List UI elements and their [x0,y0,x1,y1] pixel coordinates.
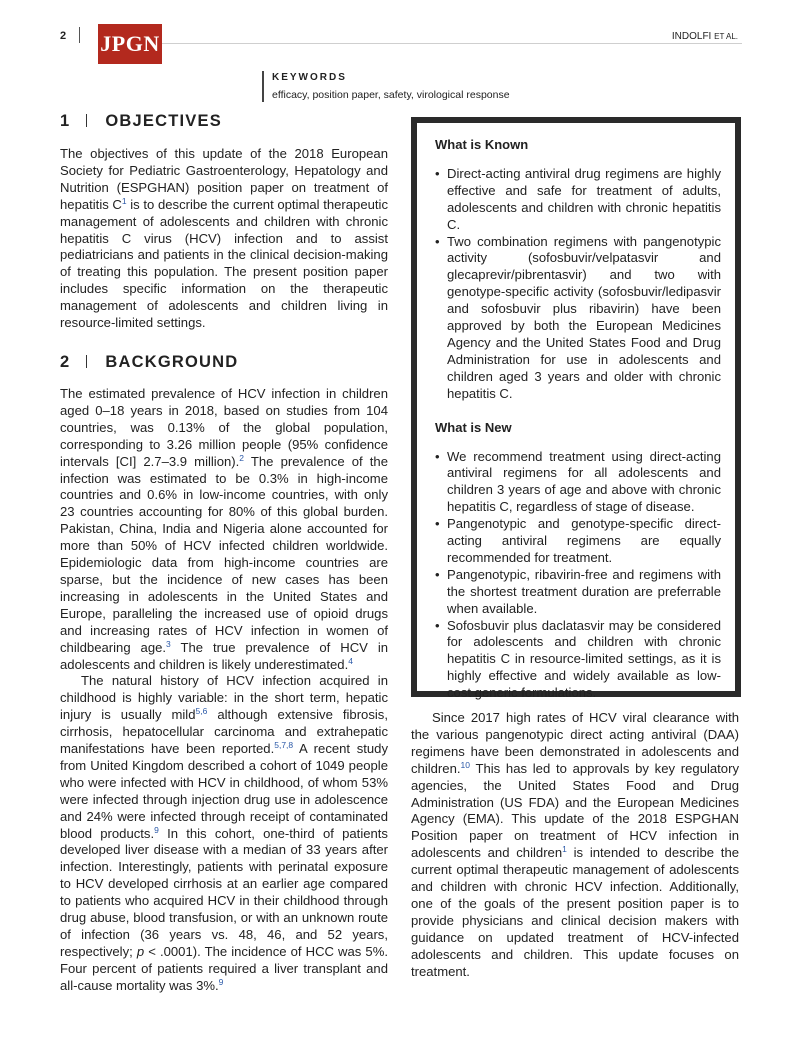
right-column-text [411,710,739,981]
section-number: 2 [60,353,71,371]
citation-link[interactable]: 5,7,8 [274,740,294,751]
page-number: 2 [60,30,67,42]
list-item: • Pangenotypic and genotype-specific direct-acting antiviral regimens are equally recommended for treatment. [435,516,721,567]
citation-link[interactable]: 9 [218,976,224,987]
citation-link[interactable]: 10 [460,759,470,770]
known-list [435,166,721,403]
paragraph: The natural history of HCV infection acquired in childhood is highly variable: in the short term, hepatic injury is usually mild$^{5,6}$ although extensive fibrosis, cirrhosis, hepatocellular carcinoma and extrahepatic manifestations have been reported.$^{5,7,8}$ A recent study from United Kingdom described a cohort of 1049 people who were infected with HCV in childhood, of whom 53% were infected through injection drug use in adolescence and 24% were infected through receipt of contaminated blood products.$^9$ In this cohort, one-third of patients developed liver disease with a median of 33 years after infection. Interestingly, patients with perinatal exposure to HCV developed cirrhosis at an earlier age compared to patients who acquired HCV in their childhood through drug abuse, blood transfusion, or with an unknown route of infection (36 years vs. 48, 46, and 52 years, respectively; p < .0001). The incidence of HCC was 5%. Four percent of patients required a liver transplant and all-cause mortality was 3%.$^9$ [60,673,388,993]
citation-link[interactable]: 2 [239,452,245,463]
section-heading-background [60,353,238,372]
citation-link[interactable]: 4 [348,655,353,666]
header-rule [162,43,742,44]
citation-link[interactable]: 5,6 [195,706,208,717]
keywords-bar [262,71,264,102]
background-text [60,386,388,995]
header-divider [79,27,80,43]
keywords-text: efficacy, position paper, safety, virological response [272,89,510,101]
running-head-author: INDOLFI [671,31,712,42]
what-is-known-new-box [411,117,741,701]
list-item: • Sofosbuvir plus daclatasvir may be considered for adolescents and children with chronic hepatitis C in resource-limited settings, as it is highly effective and widely available as low-cost generic formulations. [435,618,721,703]
section-number: 1 [60,112,71,130]
list-item: • We recommend treatment using direct-acting antiviral regimens for all adolescents and children 3 years of age and above with chronic hepatitis C, regardless of stage of disease. [435,449,721,517]
section-title: BACKGROUND [105,353,239,371]
list-item: • Two combination regimens with pangenotypic activity (sofosbuvir/velpatasvir and glecaprevir/pibrentasvir) and two with genotype-specific activity (sofosbuvir/ledipasvir and sofosbuvir plus ribavirin) have been approved by both the European Medicines Agency and the United States Food and Drug Administration for use in adolescents and children aged 3 years and older with chronic hepatitis C. [435,234,721,403]
running-head-suffix: ET AL. [714,32,738,41]
paragraph: The objectives of this update of the 2018 European Society for Pediatric Gastroenterology, Hepatology and Nutrition (ESPGHAN) position paper on treatment of hepatitis $C^1$ is to describe the current optimal therapeutic management of adolescents and children with chronic hepatitis C virus (HCV) infection and to assist pediatricians and patients in the clinical decision-making of treating this population. The present position paper includes specific information on the therapeutic management of adolescents and children living in resource-limited settings. [60,146,389,331]
paragraph: The estimated prevalence of HCV infection in children aged 0–18 years in 2018, based on studies from 104 countries, was 0.13% of the global population, corresponding to 3.26 million people (95% confidence intervals [CI] 2.7–3.9 million).$^2$ The prevalence of the infection was estimated to be 0.3% in high-income countries and 0.6% in low-income countries, with only 23 countries accounting for 80% of this global burden. Pakistan, China, India and Nigeria alone accounted for more than 50% of HCV infected children worldwide. Epidemiologic data from high-income countries are sparse, but the incidence of new cases has been increasing in adolescents in the United States and Europe, paralleling the increased use of opioid drugs and increasing rates of HCV infection in women of childbearing age.$^3$ The true prevalence of HCV in adolescents and children is likely underestimated.$^4$ [60,386,389,672]
citation-link[interactable]: 1 [562,844,567,855]
running-head [672,31,738,42]
known-title: What is Known [435,137,529,152]
citation-link[interactable]: 9 [154,824,159,835]
new-list [435,449,721,703]
keywords-title: KEYWORDS [272,72,347,83]
new-title: What is New [435,419,512,435]
objectives-text [60,146,388,332]
journal-logo: JPGN [98,24,162,64]
citation-link[interactable]: 1 [121,195,127,206]
citation-link[interactable]: 3 [166,638,171,649]
list-item: • Pangenotypic, ribavirin-free and regimens with the shortest treatment duration are preferrable when available. [435,567,721,618]
section-heading-objectives [60,112,222,131]
paragraph: Since 2017 high rates of HCV viral clearance with the various pangenotypic direct acting antiviral (DAA) regimens have been demonstrated in adolescents and children.$^{10}$ This has led to approvals by key regulatory agencies, the United States Food and Drug Administration (US FDA) and the European Medicines Agency (EMA). This update of the 2018 ESPGHAN Position paper on treatment of HCV infection in adolescents and children$^1$ is intended to describe the current optimal therapeutic management of adolescents and children with chronic HCV infection. Additionally, one of the goals of the present position paper is to provide physicians and clinical decision makers with guidance on updated treatment of HCV-infected adolescents and children. This update focuses on treatment. [411,710,740,979]
section-title: OBJECTIVES [105,112,222,130]
list-item: • Direct-acting antiviral drug regimens are highly effective and safe for treatment of adults, adolescents and children with chronic hepatitis C. [435,166,721,234]
